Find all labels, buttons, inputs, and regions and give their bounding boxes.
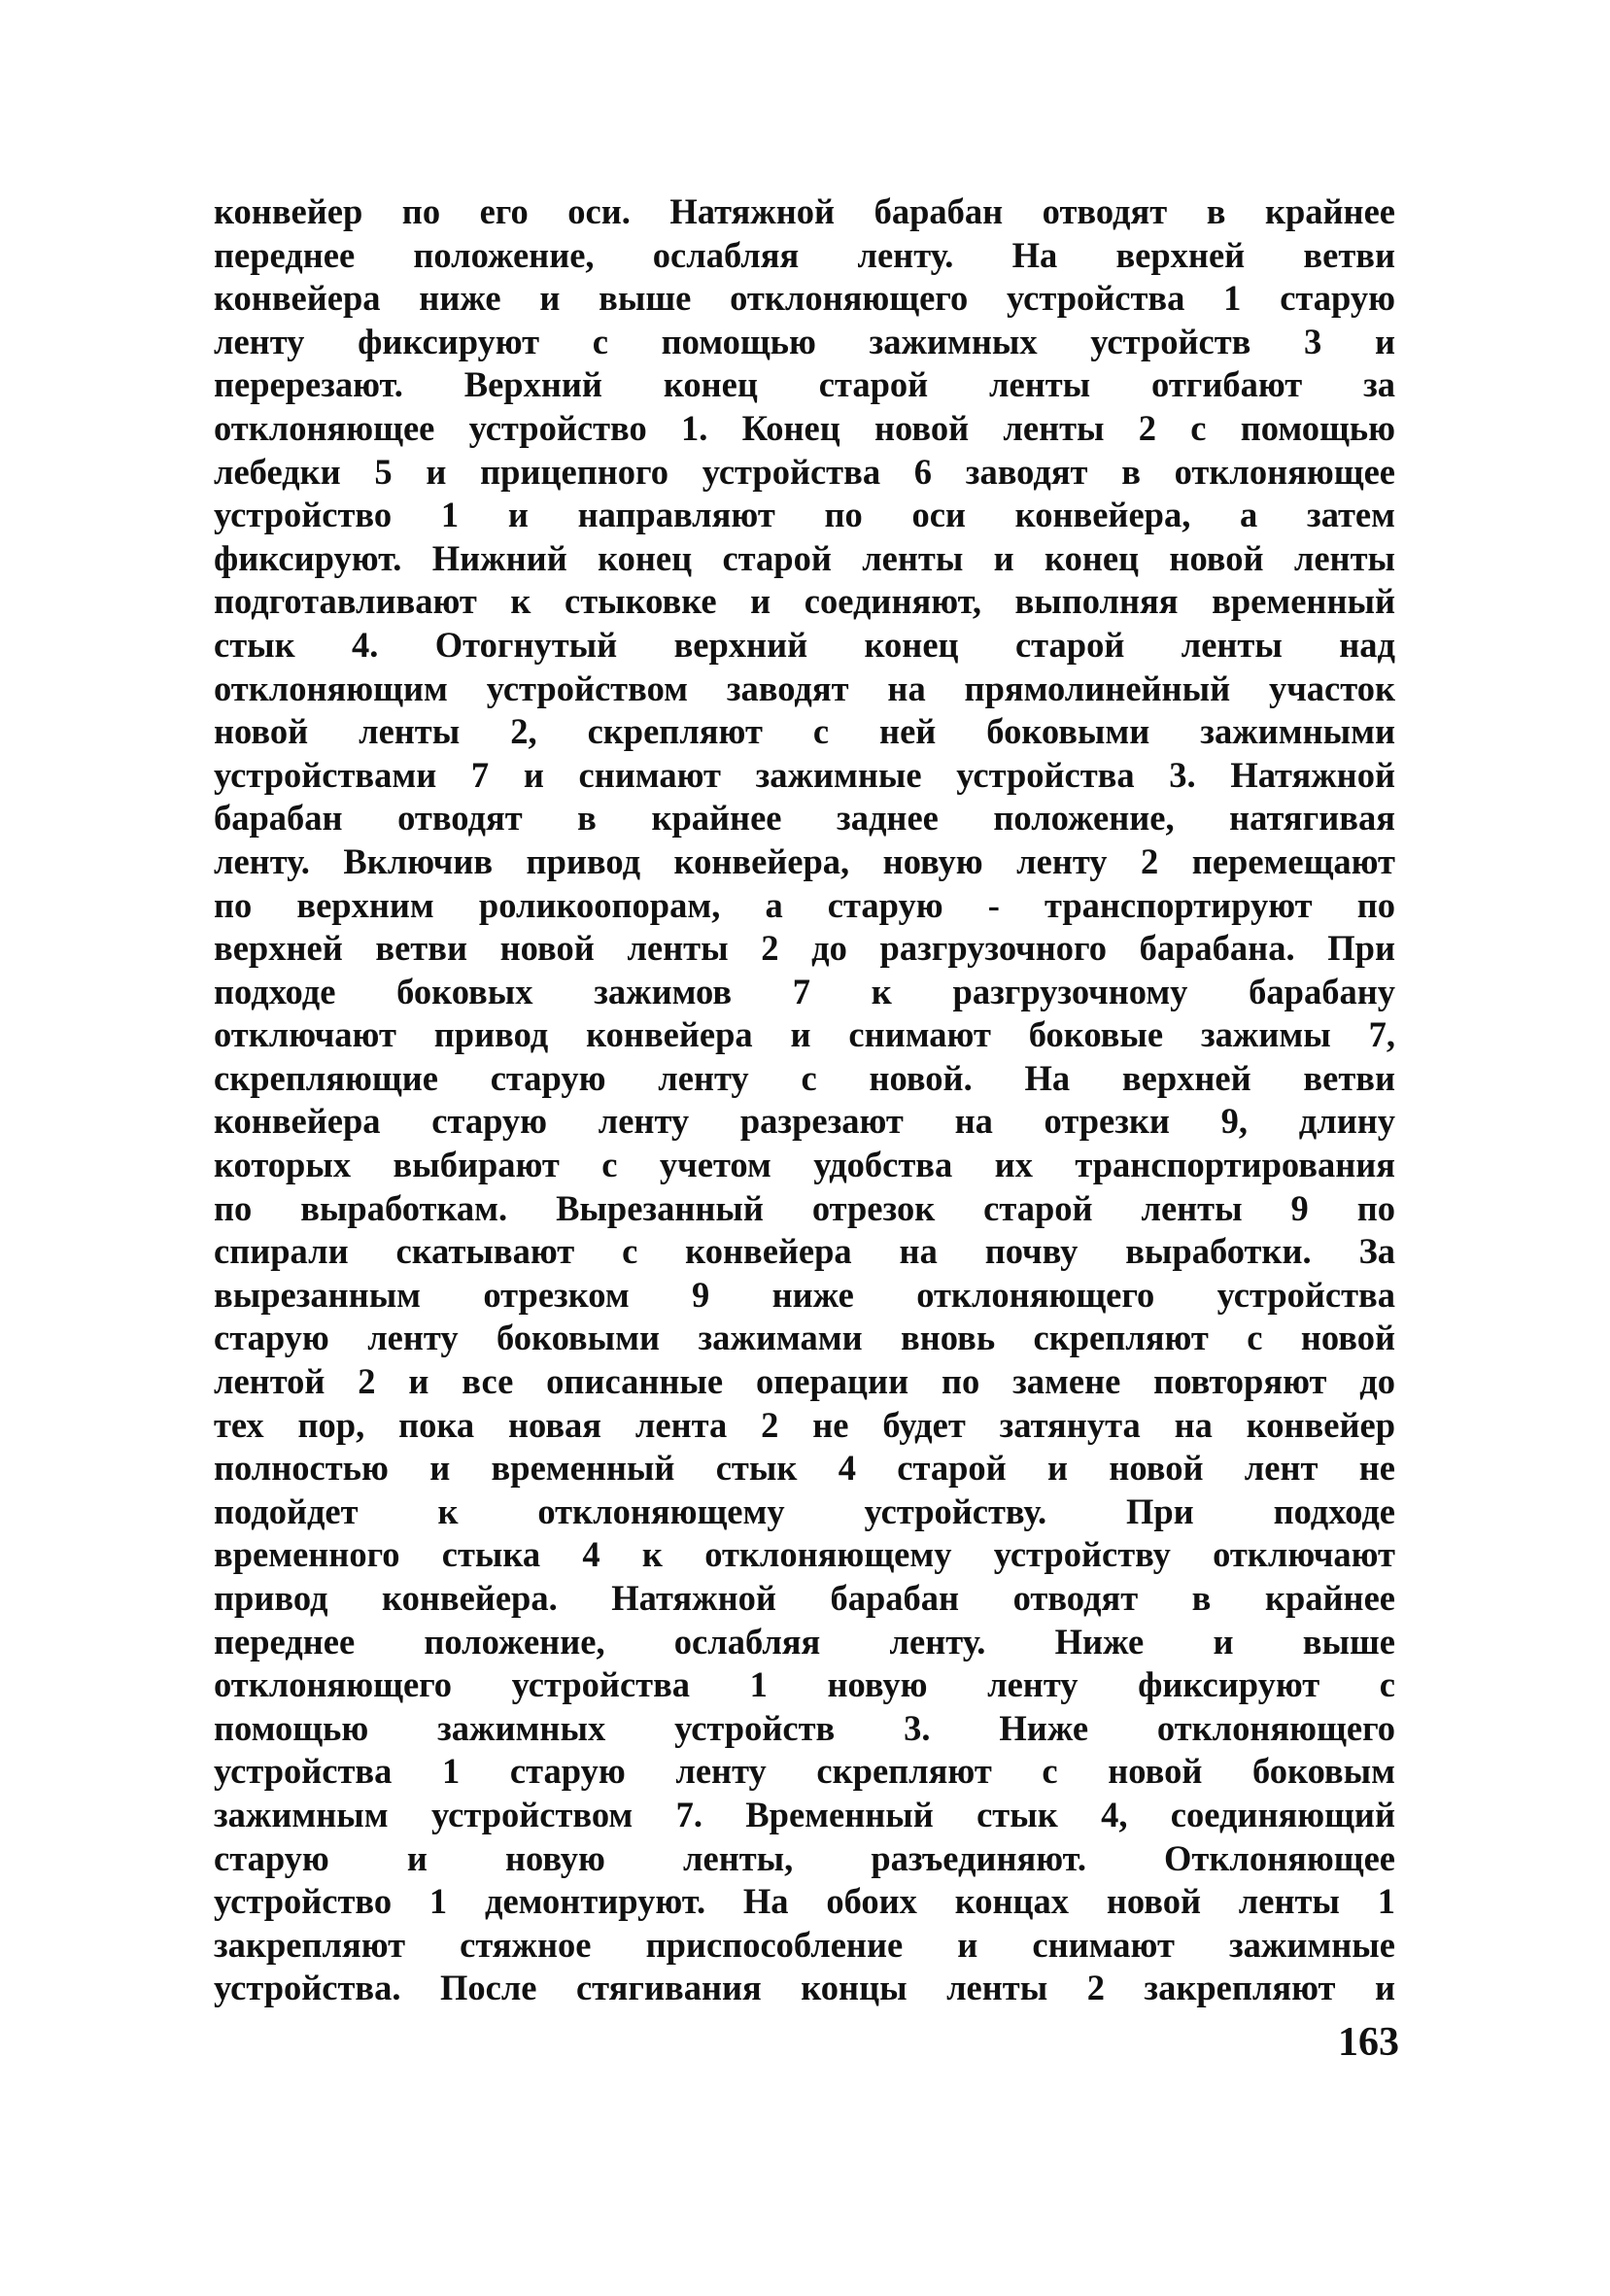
text-line: подойдет к отклоняющему устройству. При подходе [214,1491,1395,1531]
text-line: лебедки 5 и прицепного устройства 6 заводят в отклоняющее [214,451,1395,492]
text-line: верхней ветви новой ленты 2 до разгрузочного барабана. При [214,928,1395,969]
text-line: устройства. После стягивания концы ленты 2 закрепляют и [214,1968,1395,2008]
text-line: привод конвейера. Натяжной барабан отводят в крайнее [214,1578,1395,1618]
text-line: помощью зажимных устройств 3. Ниже отклоняющего [214,1707,1395,1748]
text-line: закрепляют стяжное приспособление и снимают зажимные [214,1924,1395,1965]
text-line: по верхним роликоопорам, а старую - транспортируют по [214,884,1395,925]
text-line: подходе боковых зажимов 7 к разгрузочному барабану [214,971,1395,1011]
text-line: отклоняющим устройством заводят на прямолинейный участок [214,668,1395,708]
text-line: конвейера ниже и выше отклоняющего устройства 1 старую [214,278,1395,319]
page-number: 163 [1338,2020,1399,2065]
text-line: отключают привод конвейера и снимают боковые зажимы 7, [214,1014,1395,1055]
text-line: устройства 1 старую ленту скрепляют с новой боковым [214,1751,1395,1792]
text-line: стык 4. Отогнутый верхний конец старой ленты над [214,624,1395,665]
text-line: старую и новую ленты, разъединяют. Отклоняющее [214,1837,1395,1878]
text-line: лентой 2 и все описанные операции по замене повторяют до [214,1361,1395,1402]
text-line: подготавливают к стыковке и соединяют, выполняя временный [214,581,1395,622]
text-line: устройство 1 демонтируют. На обоих концах новой ленты 1 [214,1881,1395,1922]
text-line: переднее положение, ослабляя ленту. На верхней ветви [214,234,1395,275]
text-line: ленту. Включив привод конвейера, новую ленту 2 перемещают [214,840,1395,881]
text-line: фиксируют. Нижний конец старой ленты и конец новой ленты [214,537,1395,578]
text-line: отклоняющего устройства 1 новую ленту фиксируют с [214,1664,1395,1705]
text-line: тех пор, пока новая лента 2 не будет затянута на конвейер [214,1404,1395,1445]
text-line: устройство 1 и направляют по оси конвейера, а затем [214,495,1395,535]
text-line: новой ленты 2, скрепляют с ней боковыми зажимными [214,711,1395,752]
text-line: которых выбирают с учетом удобства их транспортирования [214,1145,1395,1185]
text-line: перерезают. Верхний конец старой ленты отгибают за [214,364,1395,405]
text-line: временного стыка 4 к отклоняющему устройству отключают [214,1534,1395,1575]
text-line: скрепляющие старую ленту с новой. На верхней ветви [214,1057,1395,1098]
text-line: конвейера старую ленту разрезают на отрезки 9, длину [214,1101,1395,1142]
body-text [214,190,1395,2010]
text-line: барабан отводят в крайнее заднее положение, натягивая [214,798,1395,839]
text-line: ленту фиксируют с помощью зажимных устройств 3 и [214,321,1395,361]
text-line: зажимным устройством 7. Временный стык 4, соединяющий [214,1794,1395,1834]
text-line: по выработкам. Вырезанный отрезок старой ленты 9 по [214,1187,1395,1228]
text-line: конвейер по его оси. Натяжной барабан отводят в крайнее [214,191,1395,231]
text-line: полностью и временный стык 4 старой и новой лент не [214,1448,1395,1489]
text-line: спирали скатывают с конвейера на почву выработки. За [214,1231,1395,1272]
text-line: переднее положение, ослабляя ленту. Ниже и выше [214,1621,1395,1662]
text-line: старую ленту боковыми зажимами вновь скрепляют с новой [214,1318,1395,1358]
text-line: вырезанным отрезком 9 ниже отклоняющего устройства [214,1274,1395,1315]
text-line: отклоняющее устройство 1. Конец новой ленты 2 с помощью [214,407,1395,448]
text-line: устройствами 7 и снимают зажимные устройства 3. Натяжной [214,754,1395,795]
